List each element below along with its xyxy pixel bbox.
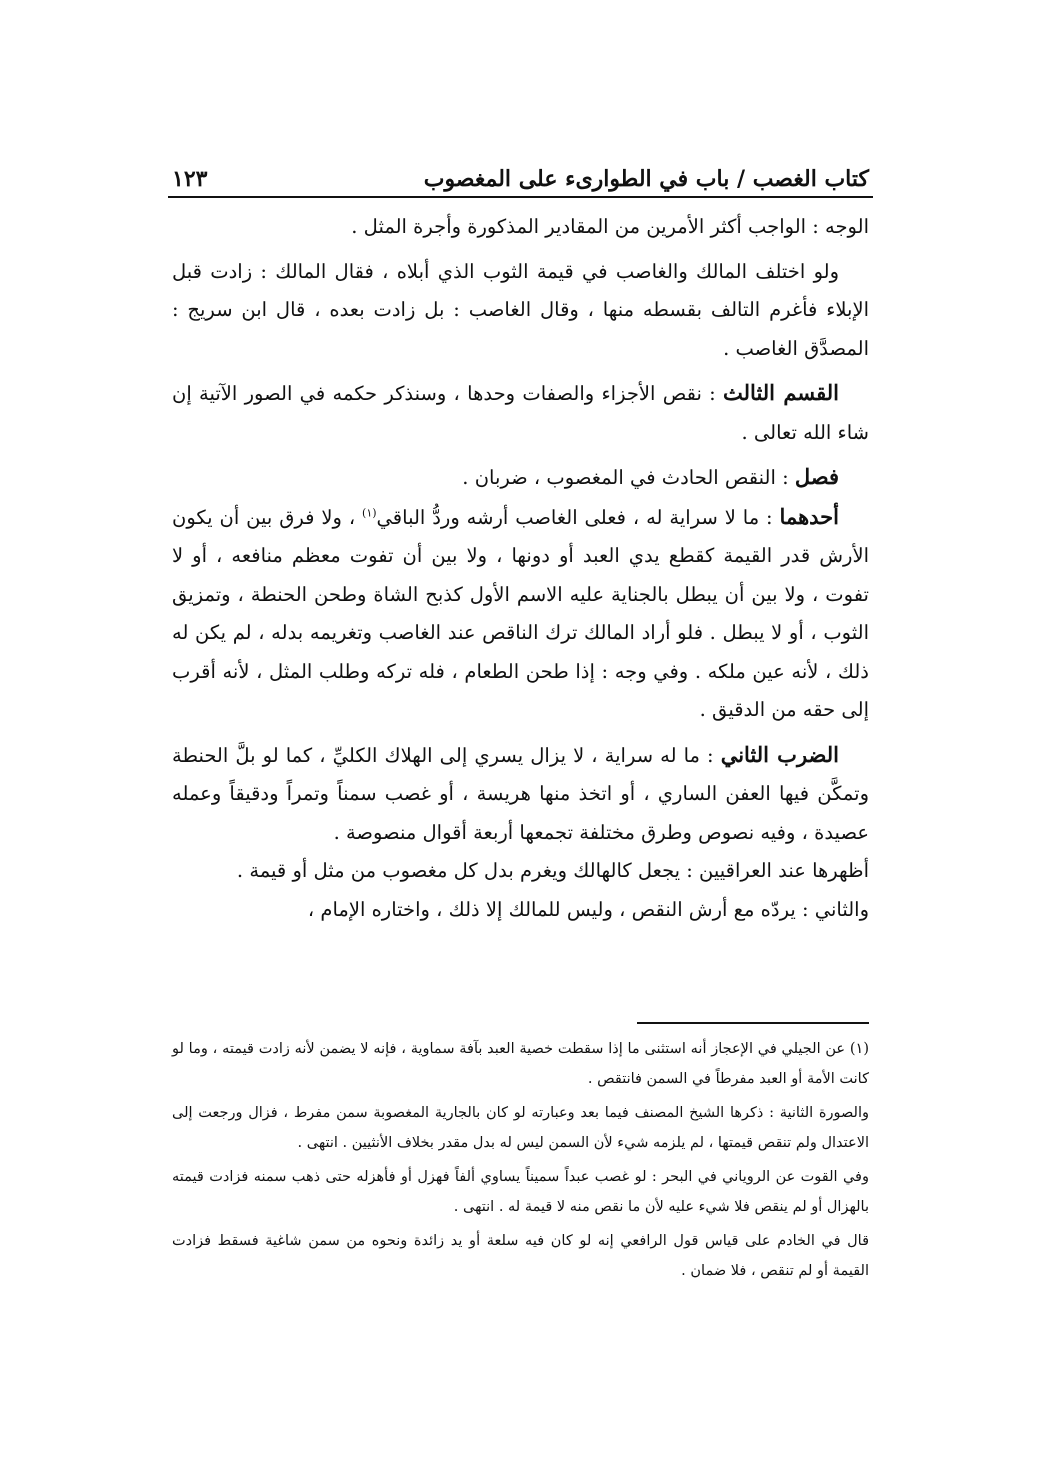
paragraph-text: الوجه : الواجب أكثر الأمرين من المقادير المذكورة وأجرة المثل .: [351, 215, 869, 238]
section-heading: القسم الثالث: [723, 380, 839, 405]
footnote: [172, 1226, 869, 1286]
footnotes: [172, 1034, 869, 1290]
page-number: ١٢٣: [172, 166, 208, 192]
footnote: [172, 1098, 869, 1158]
paragraph: [172, 498, 869, 730]
paragraph-text: ، ولا فرق بين أن يكون الأرش قدر القيمة كقطع يدي العبد أو دونها ، ولا بين أن تفوت معظم منافعه ، أو لا تفوت ، ولا بين أن يبطل بالجناية عليه الاسم الأول كذبح الشاة وطحن الحنطة ، وتمزيق الثوب ، أو لا يبطل . فلو أراد المالك ترك الناقص عند الغاصب وتغريمه بدله ، لم يكن له ذلك ، لأنه عين ملكه . وفي وجه : إذا طحن الطعام ، فله تركه وطلب المثل ، لأنه أقرب إلى حقه من الدقيق .: [172, 505, 870, 721]
paragraph-text: أظهرها عند العراقيين : يجعل كالهالك ويغرم بدل كل مغصوب من مثل أو قيمة .: [236, 859, 869, 882]
footnote-reference[interactable]: (١): [362, 506, 377, 519]
section-heading: الضرب الثاني: [720, 741, 839, 767]
footnote: [172, 1162, 869, 1222]
paragraph-text: : النقص الحادث في المغصوب ، ضربان .: [462, 466, 795, 489]
footnote-text: وفي القوت عن الروياني في البحر : لو غصب عبداً سميناً يساوي ألفاً فهزل أو فأهزله حتى ذهب سمنه فزادت قيمته بالهزال أو لم ينقص فلا شيء عليه لأن ما نقص منه لا قيمة له . انتهى .: [172, 1169, 869, 1215]
footnote-divider: [637, 1022, 869, 1024]
paragraph: [172, 736, 869, 853]
section-heading: أحدهما: [779, 503, 839, 529]
running-header: [172, 148, 869, 192]
main-text: [172, 208, 869, 929]
paragraph: [172, 852, 869, 891]
footnote: [172, 1034, 869, 1094]
paragraph-text: : ما لا سراية له ، فعلى الغاصب أرشه وردُّ الباقي: [376, 505, 780, 529]
footnote-text: عن الجيلي في الإعجاز أنه استثنى ما إذا سقطت خصية العبد بآفة سماوية ، فإنه لا يضمن لأنه زادت قيمته ، وما لو كانت الأمة أو العبد مفرطاً في السمن فانتقص .: [172, 1041, 869, 1087]
paragraph-text: : ما له سراية ، لا يزال يسري إلى الهلاك الكليِّ ، كما لو بلَّ الحنطة وتمكَّن فيها العفن الساري ، أو اتخذ منها هريسة ، أو غصب سمناً وتمراً ودقيقاً وعمله عصيدة ، وفيه نصوص وطرق مختلفة تجمعها أربعة أقوال منصوصة .: [172, 743, 869, 844]
paragraph: [172, 891, 869, 930]
paragraph: [172, 458, 869, 498]
footnote-number: (١): [849, 1041, 869, 1057]
paragraph: [172, 208, 869, 247]
paragraph-text: : نقص الأجزاء والصفات وحدها ، وسنذكر حكمه في الصور الآتية إن شاء الله تعالى .: [172, 382, 869, 444]
paragraph-text: ولو اختلف المالك والغاصب في قيمة الثوب الذي أبلاه ، فقال المالك : زادت قبل الإبلاء فأغرم التالف بقسطه منها ، وقال الغاصب : بل زادت بعده ، قال ابن سريج : المصدَّق الغاصب .: [172, 259, 869, 360]
paragraph: [172, 374, 869, 452]
section-heading: فصل: [794, 464, 839, 489]
chapter-title: كتاب الغصب / باب في الطوارىء على المغصوب: [423, 166, 869, 192]
paragraph-text: والثاني : يردّه مع أرش النقص ، وليس للمالك إلا ذلك ، واختاره الإمام ،: [307, 897, 869, 921]
footnote-text: والصورة الثانية : ذكرها الشيخ المصنف فيما بعد وعبارته لو كان بالجارية المغصوبة سمن مفرط ، فزال ورجعت إلى الاعتدال ولم تنقص قيمتها ، لم يلزمه شيء لأن السمن ليس له بدل مقدر بخلاف الأنثيين . انتهى .: [172, 1105, 869, 1151]
footnote-text: قال في الخادم على قياس قول الرافعي إنه لو كان فيه سلعة أو يد زائدة ونحوه من سمن شاغية فسقط فزادت القيمة أو لم تنقص ، فلا ضمان .: [172, 1233, 869, 1279]
paragraph: [172, 253, 869, 369]
header-divider: [168, 196, 873, 198]
